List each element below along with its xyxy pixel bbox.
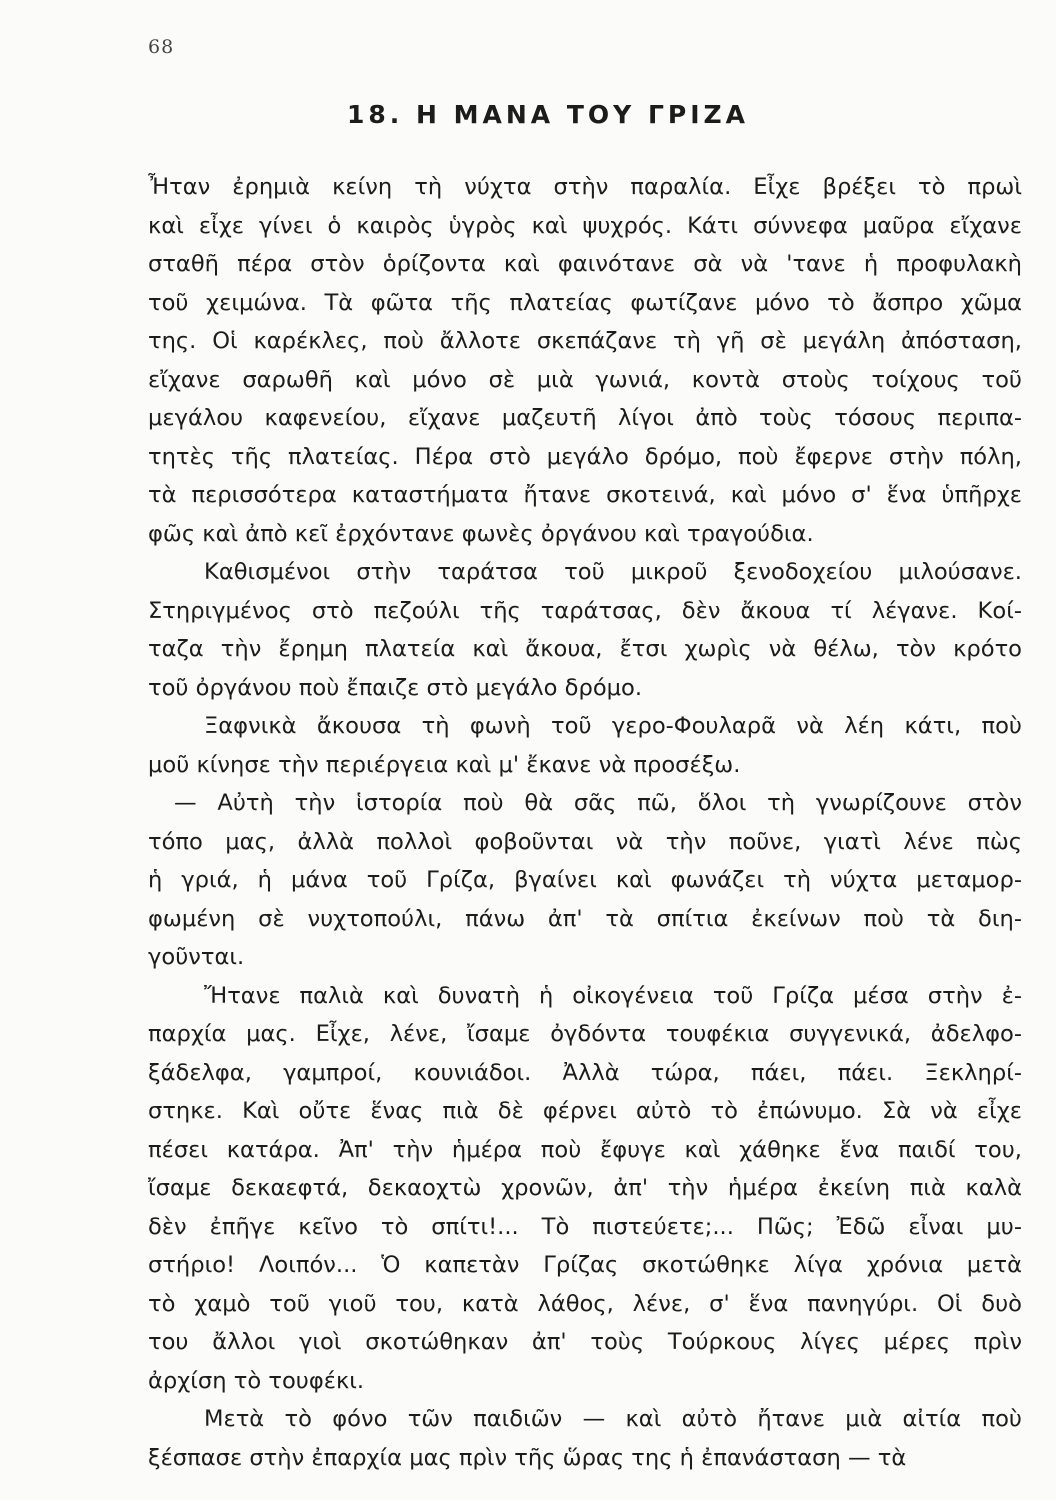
text-line: ξέσπασε στὴν ἐπαρχία μας πρὶν τῆς ὥρας της ἡ ἐπανάσταση — τὰ [148,1444,907,1471]
text-line: ξάδελφα, γαμπροί, κουνιάδοι. Ἀλλὰ τώρα, πάει, πάει. Ξεκληρί- [148,1059,1022,1086]
paragraph [148,1400,1022,1477]
paragraph [148,553,1022,707]
text-line: φῶς καὶ ἀπὸ κεῖ ἐρχόντανε φωνὲς ὀργάνου καὶ τραγούδια. [148,520,814,547]
text-line: ἡ γριά, ἡ μάνα τοῦ Γρίζα, βγαίνει καὶ φωνάζει τὴ νύχτα μεταμορ- [148,867,1022,893]
text-line: Ξαφνικὰ ἄκουσα τὴ φωνὴ τοῦ γερο-Φουλαρᾶ νὰ λέη κάτι, ποὺ [204,713,1022,739]
text-line: του ἄλλοι γιοὶ σκοτώθηκαν ἀπ' τοὺς Τούρκους λίγες μέρες πρὶν [148,1329,1022,1355]
paragraph [148,977,1022,1401]
text-line: καὶ εἶχε γίνει ὁ καιρὸς ὑγρὸς καὶ ψυχρός. Κάτι σύννεφα μαῦρα εἴχανε [148,212,1022,239]
text-line: πέσει κατάρα. Ἀπ' τὴν ἡμέρα ποὺ ἔφυγε καὶ χάθηκε ἕνα παιδί του, [148,1136,1022,1163]
text-line: Καθισμένοι στὴν ταράτσα τοῦ μικροῦ ξενοδοχείου μιλούσανε. [204,559,1022,585]
text-line: Ἤτανε παλιὰ καὶ δυνατὴ ἡ οἰκογένεια τοῦ Γρίζα μέσα στὴν ἐ- [204,982,1022,1009]
text-line: σταθῆ πέρα στὸν ὁρίζοντα καὶ φαινότανε σὰ νὰ 'τανε ἡ προφυλακὴ [148,251,1022,277]
paragraph [148,168,1022,553]
text-line: μεγάλου καφενείου, εἴχανε μαζευτῆ λίγοι ἀπὸ τοὺς τόσους περιπα- [148,405,1022,431]
text-line: τοῦ χειμώνα. Τὰ φῶτα τῆς πλατείας φωτίζανε μόνο τὸ ἄσπρο χῶμα [148,289,1022,316]
text-line: Ἦταν ἐρημιὰ κείνη τὴ νύχτα στὴν παραλία. Εἶχε βρέξει τὸ πρωὶ [148,174,1022,200]
paragraph [148,784,1022,977]
text-line: μοῦ κίνησε τὴν περιέργεια καὶ μ' ἔκανε νὰ προσέξω. [148,751,741,778]
text-line: ταζα τὴν ἔρημη πλατεία καὶ ἄκουα, ἔτσι χωρὶς νὰ θέλω, τὸν κρότο [148,636,1022,662]
text-line: τὸ χαμὸ τοῦ γιοῦ του, κατὰ λάθος, λένε, σ' ἕνα πανηγύρι. Οἱ δυὸ [148,1290,1022,1317]
text-line: τόπο μας, ἀλλὰ πολλοὶ φοβοῦνται νὰ τὴν ποῦνε, γιατὶ λένε πὼς [148,828,1022,855]
text-line: Μετὰ τὸ φόνο τῶν παιδιῶν — καὶ αὐτὸ ἤτανε μιὰ αἰτία ποὺ [204,1406,1022,1432]
text-line: στηκε. Καὶ οὔτε ἕνας πιὰ δὲ φέρνει αὐτὸ τὸ ἐπώνυμο. Σὰ νὰ εἶχε [148,1098,1022,1124]
body-text [148,168,1022,1477]
text-line: στήριο! Λοιπόν... Ὁ καπετὰν Γρίζας σκοτώθηκε λίγα χρόνια μετὰ [148,1252,1022,1278]
chapter-title: 18. Η ΜΑΝΑ ΤΟΥ ΓΡΙΖΑ [347,100,749,129]
page-number: 68 [148,36,175,58]
text-line: τοῦ ὀργάνου ποὺ ἔπαιζε στὸ μεγάλο δρόμο. [148,674,643,701]
text-line: τητὲς τῆς πλατείας. Πέρα στὸ μεγάλο δρόμο, ποὺ ἔφερνε στὴν πόλη, [148,443,1022,470]
text-line: — Αὐτὴ τὴν ἱστορία ποὺ θὰ σᾶς πῶ, ὅλοι τὴ γνωρίζουνε στὸν [174,790,1022,816]
text-line: δὲν ἐπῆγε κεῖνο τὸ σπίτι!... Τὸ πιστεύετε;... Πῶς; Ἐδῶ εἶναι μυ- [148,1213,1022,1240]
text-line: γοῦνται. [148,944,245,970]
paragraph [148,707,1022,784]
text-line: ἀρχίση τὸ τουφέκι. [148,1367,365,1394]
text-line: φωμένη σὲ νυχτοπούλι, πάνω ἀπ' τὰ σπίτια ἐκείνων ποὺ τὰ διη- [148,905,1022,932]
text-line: της. Οἱ καρέκλες, ποὺ ἄλλοτε σκεπάζανε τὴ γῆ σὲ μεγάλη ἀπόσταση, [148,328,1022,354]
text-line: τὰ περισσότερα καταστήματα ἤτανε σκοτεινά, καὶ μόνο σ' ἕνα ὑπῆρχε [148,482,1022,508]
text-line: εἴχανε σαρωθῆ καὶ μόνο σὲ μιὰ γωνιά, κοντὰ στοὺς τοίχους τοῦ [148,366,1022,393]
text-line: παρχία μας. Εἶχε, λένε, ἴσαμε ὀγδόντα τουφέκια συγγενικά, ἀδελφο- [148,1021,1022,1047]
text-line: ἴσαμε δεκαεφτά, δεκαοχτὼ χρονῶν, ἀπ' τὴν ἡμέρα ἐκείνη πιὰ καλὰ [148,1175,1022,1201]
text-line: Στηριγμένος στὸ πεζούλι τῆς ταράτσας, δὲν ἄκουα τί λέγανε. Κοί- [148,597,1022,624]
